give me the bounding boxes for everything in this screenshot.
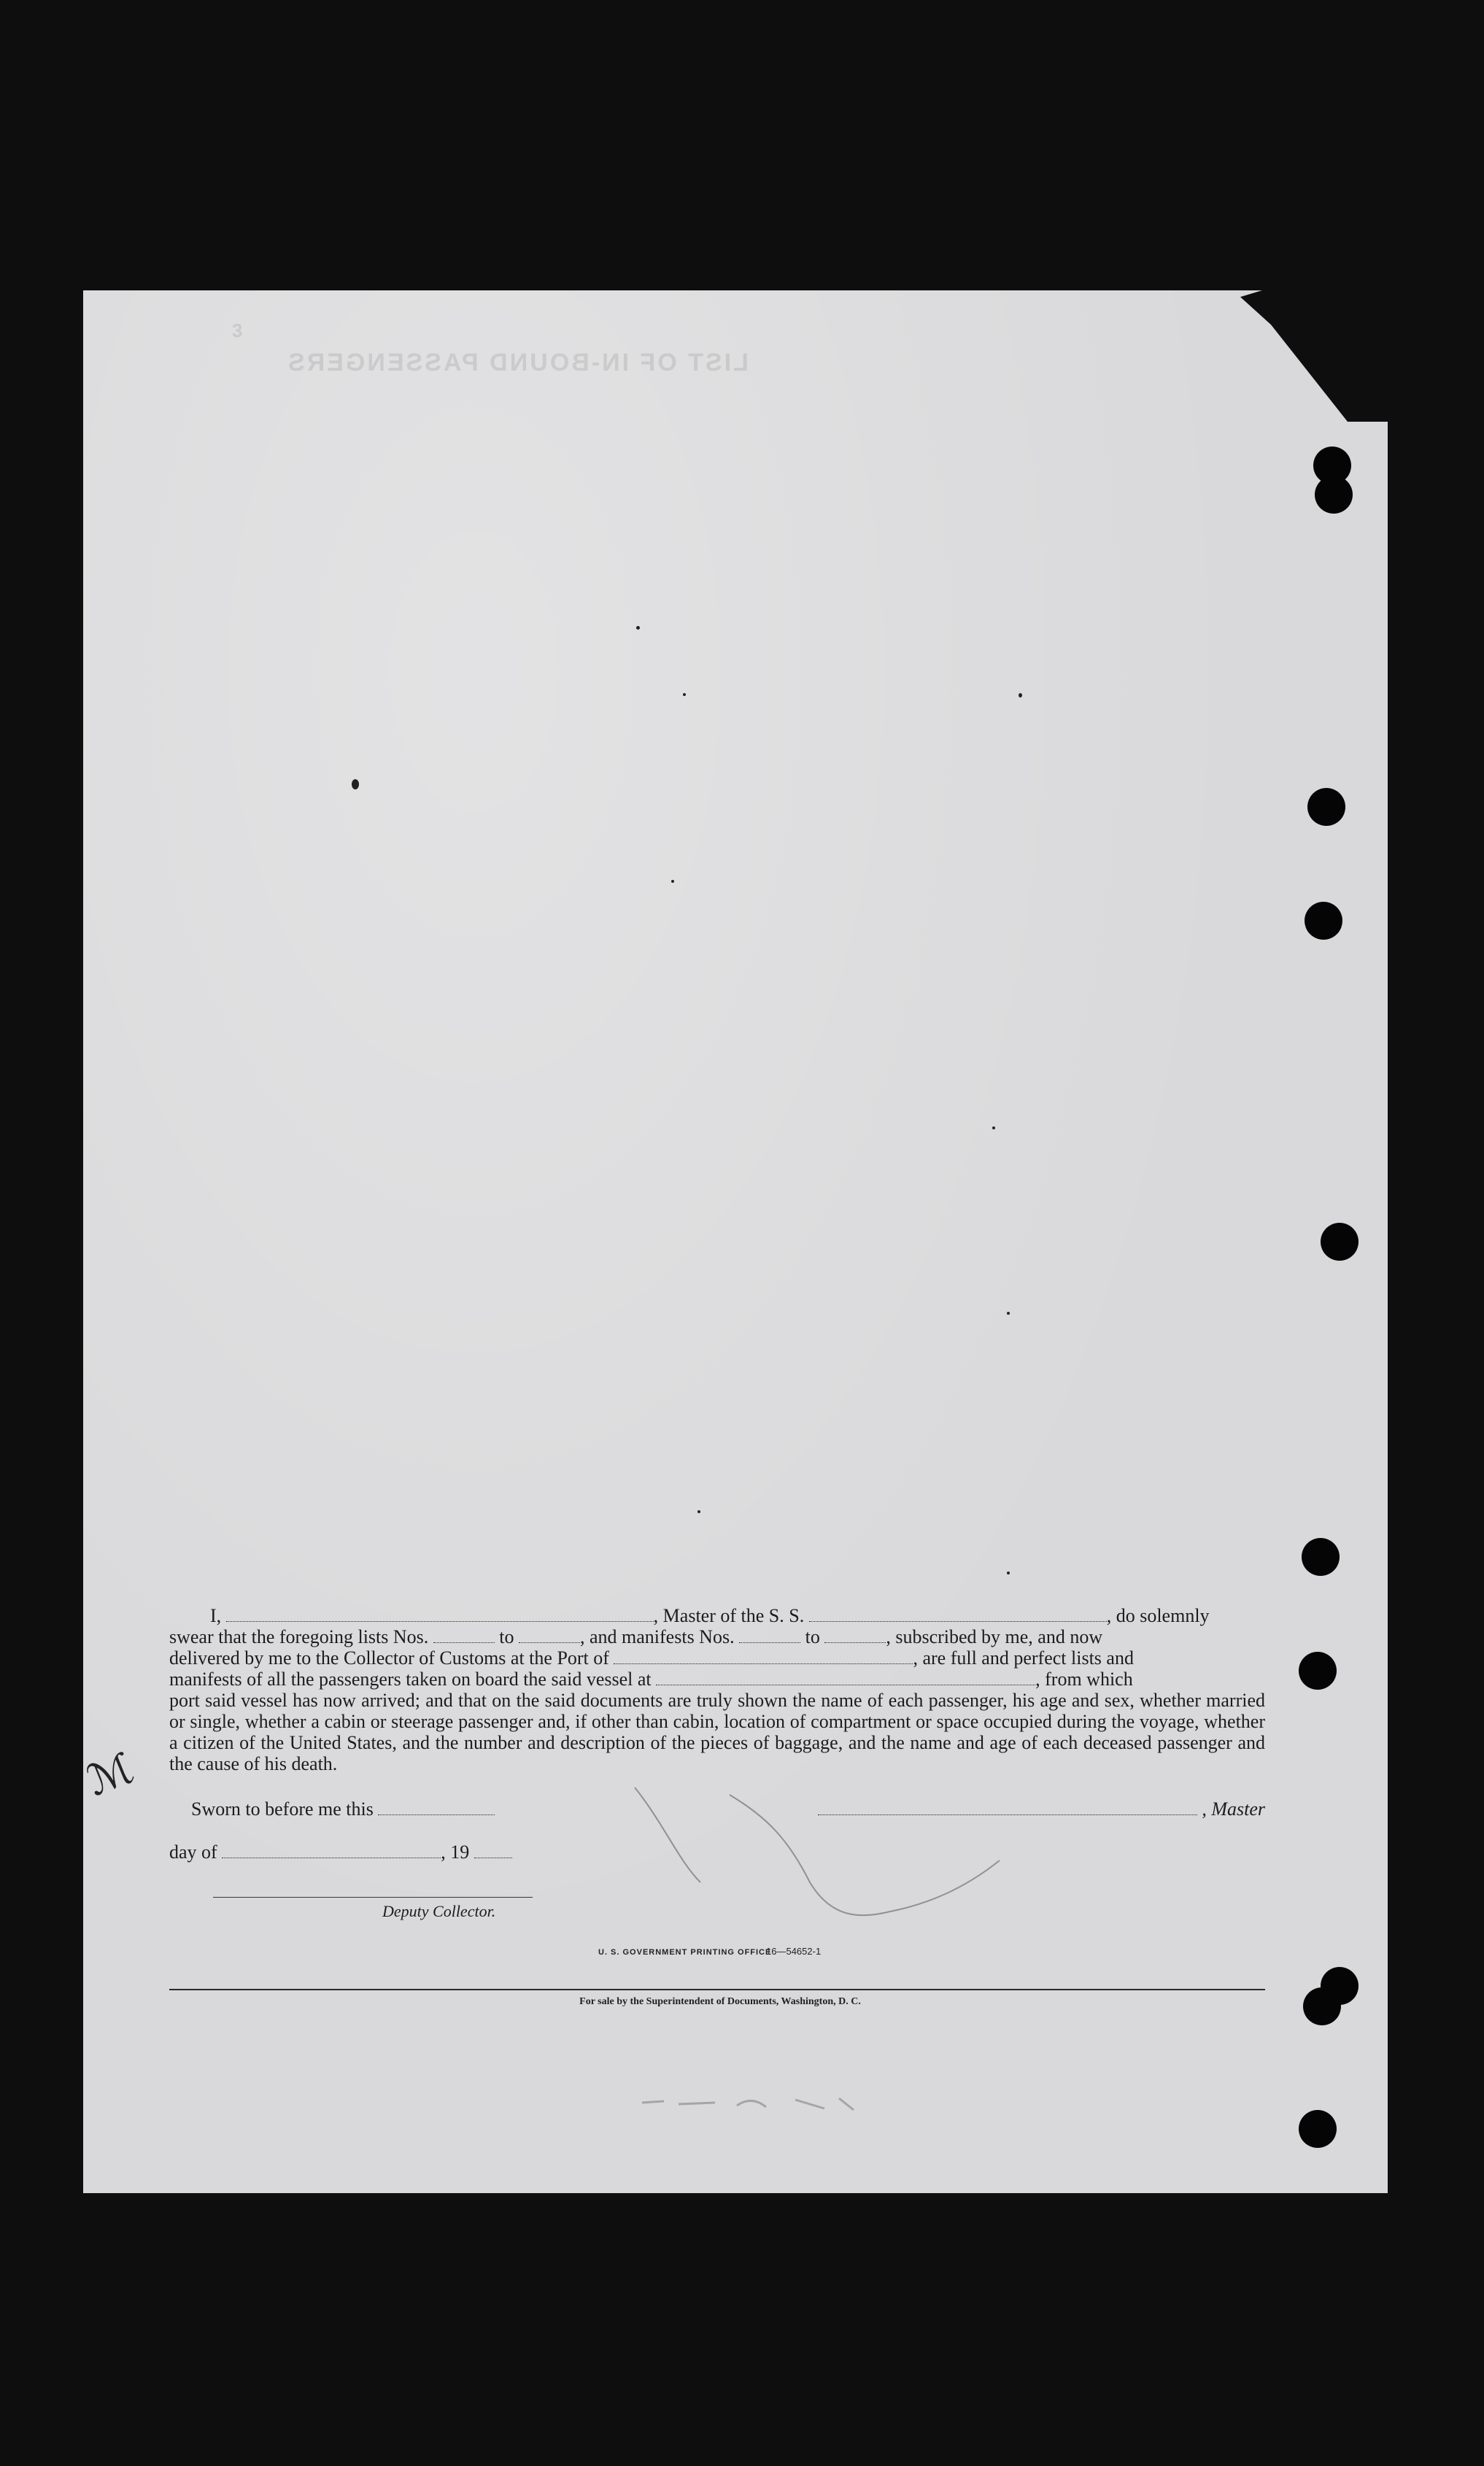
ink-speck	[697, 1510, 700, 1513]
master-oath-paragraph	[169, 1605, 1265, 1774]
master-label: , Master	[1202, 1798, 1265, 1820]
bleed-through-title: LIST OF IN-BOUND PASSENGERS	[286, 349, 749, 376]
for-sale-text: For sale by the Superintendent of Documents, Washington, D. C.	[579, 1996, 861, 2007]
punch-hole	[1299, 2110, 1337, 2148]
lists-to-blank	[519, 1631, 580, 1643]
year-prefix: , 19	[441, 1841, 470, 1863]
oath-text: I,	[210, 1605, 222, 1626]
oath-text: , from which	[1035, 1669, 1133, 1690]
ink-speck	[352, 779, 359, 789]
oath-text: port said vessel has now arrived; and that on the said documents are truly shown the name of each passenger, his age and sex, whether married or single, whether a cabin or steerage passenger and, if other than cabin, location of compartment or space occupied during the voyage, whether a citizen of the United States, and the number and description of the pieces of baggage, and the name and age of each deceased passenger and the cause of his death.	[169, 1690, 1265, 1774]
day-of-text: day of	[169, 1841, 217, 1863]
deputy-signature-line	[213, 1897, 533, 1898]
ink-speck	[683, 693, 686, 696]
ink-speck	[992, 1126, 995, 1129]
oath-text: delivered by me to the Collector of Customs at the Port of	[169, 1647, 609, 1669]
punch-hole	[1299, 1652, 1337, 1690]
ink-speck	[1007, 1572, 1010, 1574]
master-name-blank	[226, 1609, 654, 1622]
oath-text: manifests of all the passengers taken on board the said vessel at	[169, 1669, 652, 1690]
oath-text: , subscribed by me, and now	[886, 1626, 1103, 1647]
form-number: 16—54652-1	[766, 1946, 822, 1957]
pencil-mark: ℳ	[80, 1742, 141, 1806]
manifests-from-blank	[739, 1631, 800, 1643]
port-blank	[614, 1652, 913, 1664]
oath-text: , Master of the S. S.	[653, 1605, 805, 1626]
punch-hole	[1305, 902, 1342, 940]
sworn-date-blank	[378, 1814, 495, 1815]
lists-from-blank	[433, 1631, 495, 1643]
punch-hole	[1302, 1538, 1340, 1576]
gpo-imprint: U. S. GOVERNMENT PRINTING OFFICE	[598, 1948, 772, 1957]
ink-speck	[636, 626, 640, 630]
oath-text: to	[499, 1626, 514, 1647]
faint-signature-scribble	[620, 1780, 1029, 1933]
oath-text: , do solemnly	[1106, 1605, 1210, 1626]
punch-hole	[1315, 476, 1353, 514]
ink-speck	[1007, 1312, 1010, 1315]
oath-text: swear that the foregoing lists Nos.	[169, 1626, 429, 1647]
sworn-line	[191, 1798, 495, 1820]
oath-text: to	[805, 1626, 820, 1647]
bleed-through-page-number: 3	[232, 320, 245, 341]
ship-name-blank	[809, 1609, 1107, 1622]
oath-text: , are full and perfect lists and	[913, 1647, 1134, 1669]
sworn-text: Sworn to before me this	[191, 1798, 374, 1820]
punch-hole	[1307, 788, 1345, 826]
oath-text: , and manifests Nos.	[580, 1626, 735, 1647]
punch-hole	[1321, 1223, 1359, 1261]
ink-speck	[1019, 693, 1022, 697]
day-of-line	[169, 1841, 512, 1863]
deputy-collector-label: Deputy Collector.	[382, 1902, 496, 1920]
footer-rule	[169, 1989, 1265, 1990]
ink-speck	[671, 880, 674, 883]
departure-port-blank	[656, 1673, 1035, 1685]
faint-stamp-marks	[635, 2088, 912, 2117]
for-sale-notice	[0, 1996, 1484, 2008]
manifests-to-blank	[824, 1631, 886, 1643]
